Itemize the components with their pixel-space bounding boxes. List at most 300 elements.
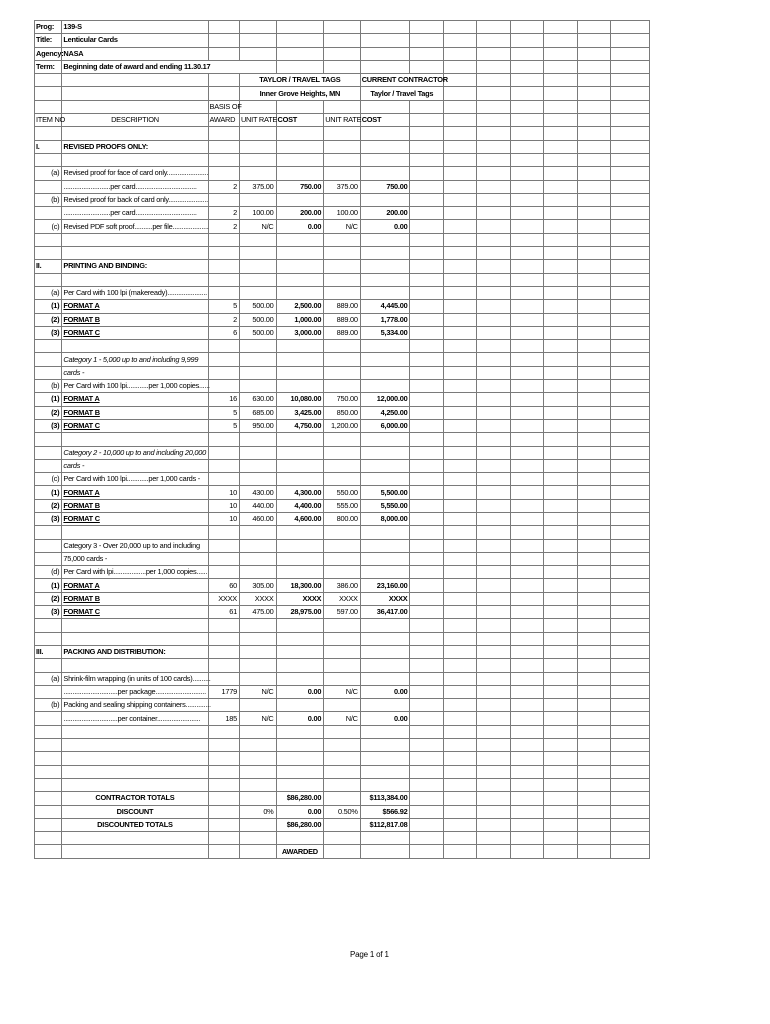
item-number [35, 765, 62, 778]
taylor-unit-rate [239, 193, 276, 206]
current-cost [360, 659, 410, 672]
item-number: (2) [35, 313, 62, 326]
description-header: DESCRIPTION [62, 114, 208, 127]
line-item-row [35, 579, 650, 592]
taylor-unit-rate: 475.00 [239, 606, 276, 619]
current-cost-total: $113,384.00 [360, 792, 410, 805]
item-number [35, 340, 62, 353]
item-description [62, 765, 208, 778]
current-cost: 0.00 [360, 220, 410, 233]
taylor-cost: 10,080.00 [276, 393, 324, 406]
line-item-row [35, 419, 650, 432]
basis-of-award [208, 552, 239, 565]
basis-of-award [208, 340, 239, 353]
blank-row [35, 659, 650, 672]
current-unit-rate [324, 765, 361, 778]
item-number [35, 752, 62, 765]
basis-of-award: 16 [208, 393, 239, 406]
basis-of-award: XXXX [208, 592, 239, 605]
basis-of-award [208, 765, 239, 778]
totals-row [35, 805, 650, 818]
bidder-taylor-location: Inner Grove Heights, MN [239, 87, 360, 100]
line-item-row [35, 539, 650, 552]
taylor-cost: 1,000.00 [276, 313, 324, 326]
current-unit-rate [324, 153, 361, 166]
basis-of-award [208, 725, 239, 738]
awarded-label: AWARDED [276, 845, 324, 858]
blank-row [35, 526, 650, 539]
line-item-row [35, 592, 650, 605]
item-description [62, 752, 208, 765]
current-unit-rate: 850.00 [324, 406, 361, 419]
taylor-unit-rate: 100.00 [239, 207, 276, 220]
item-description: ..............................per package............................ [62, 685, 208, 698]
current-unit-rate [324, 539, 361, 552]
current-cost [360, 566, 410, 579]
current-cost-header: COST [360, 114, 410, 127]
taylor-unit-rate: 375.00 [239, 180, 276, 193]
column-header-row [35, 114, 650, 127]
current-cost: 0.00 [360, 712, 410, 725]
basis-of-award: 60 [208, 579, 239, 592]
current-unit-rate-header: UNIT RATE [324, 114, 361, 127]
totals-label: DISCOUNT [62, 805, 208, 818]
taylor-unit-rate [239, 459, 276, 472]
current-unit-rate [324, 380, 361, 393]
item-number [35, 353, 62, 366]
current-unit-rate [324, 473, 361, 486]
item-description: Revised proof for back of card only...................... [62, 193, 208, 206]
item-description: FORMAT C [62, 419, 208, 432]
item-description: Revised proof for face of card only....................... [62, 167, 208, 180]
basis-of-award: 61 [208, 606, 239, 619]
blank-row [35, 765, 650, 778]
basis-of-award [208, 167, 239, 180]
item-description [62, 739, 208, 752]
current-unit-rate [324, 672, 361, 685]
item-description: REVISED PROOFS ONLY: [62, 140, 208, 153]
current-unit-rate: 1,200.00 [324, 419, 361, 432]
line-item-row [35, 446, 650, 459]
taylor-unit-rate [239, 446, 276, 459]
taylor-cost: 4,750.00 [276, 419, 324, 432]
taylor-cost: 750.00 [276, 180, 324, 193]
basis-of-award [208, 526, 239, 539]
taylor-unit-rate: 305.00 [239, 579, 276, 592]
item-description [62, 233, 208, 246]
taylor-cost [276, 247, 324, 260]
blank-row [35, 233, 650, 246]
item-description: FORMAT A [62, 393, 208, 406]
item-number: (b) [35, 699, 62, 712]
basis-of-award [208, 193, 239, 206]
item-number: (d) [35, 566, 62, 579]
current-cost [360, 286, 410, 299]
taylor-cost [276, 140, 324, 153]
totals-row [35, 818, 650, 831]
line-item-row [35, 406, 650, 419]
current-unit-rate: 100.00 [324, 207, 361, 220]
item-description: FORMAT C [62, 606, 208, 619]
basis-of-award: 5 [208, 419, 239, 432]
current-cost [360, 526, 410, 539]
item-description: FORMAT A [62, 579, 208, 592]
item-number: (1) [35, 486, 62, 499]
totals-label: DISCOUNTED TOTALS [62, 818, 208, 831]
basis-of-award: 6 [208, 326, 239, 339]
current-cost [360, 446, 410, 459]
item-number [35, 180, 62, 193]
current-cost [360, 167, 410, 180]
current-unit-rate [324, 659, 361, 672]
current-cost [360, 233, 410, 246]
taylor-rate-total [239, 818, 276, 831]
taylor-cost [276, 380, 324, 393]
item-number [35, 526, 62, 539]
current-cost: 0.00 [360, 685, 410, 698]
item-description: Packing and sealing shipping containers.............. [62, 699, 208, 712]
item-number [35, 632, 62, 645]
current-cost [360, 247, 410, 260]
current-cost [360, 539, 410, 552]
current-unit-rate [324, 446, 361, 459]
basis-of-award [208, 260, 239, 273]
current-unit-rate [324, 140, 361, 153]
basis-of-award [208, 153, 239, 166]
basis-of-award [208, 473, 239, 486]
current-cost [360, 273, 410, 286]
line-item-row [35, 499, 650, 512]
basis-of-award [208, 286, 239, 299]
taylor-unit-rate [239, 632, 276, 645]
line-item-row [35, 672, 650, 685]
item-description: FORMAT A [62, 300, 208, 313]
item-description: PRINTING AND BINDING: [62, 260, 208, 273]
basis-of-award: 10 [208, 512, 239, 525]
item-number [35, 207, 62, 220]
current-unit-rate [324, 286, 361, 299]
current-rate-total: 0.50% [324, 805, 361, 818]
line-item-row [35, 486, 650, 499]
taylor-cost: XXXX [276, 592, 324, 605]
taylor-cost [276, 433, 324, 446]
current-cost [360, 366, 410, 379]
blank-row [35, 752, 650, 765]
bidder-taylor-name: TAYLOR / TRAVEL TAGS [239, 74, 360, 87]
taylor-cost [276, 778, 324, 791]
current-unit-rate [324, 366, 361, 379]
current-cost [360, 459, 410, 472]
item-number: (1) [35, 393, 62, 406]
basis-of-award [208, 459, 239, 472]
taylor-rate-total: 0% [239, 805, 276, 818]
taylor-cost-total: 0.00 [276, 805, 324, 818]
header-row-title [35, 34, 650, 47]
item-description [62, 340, 208, 353]
line-item-row [35, 712, 650, 725]
item-description: PACKING AND DISTRIBUTION: [62, 645, 208, 658]
taylor-cost: 0.00 [276, 712, 324, 725]
line-item-row [35, 366, 650, 379]
taylor-unit-rate [239, 140, 276, 153]
taylor-cost [276, 459, 324, 472]
title-label: Title: [35, 34, 62, 47]
taylor-unit-rate: N/C [239, 220, 276, 233]
current-cost-total: $112,817.08 [360, 818, 410, 831]
basis-of-row [35, 100, 650, 113]
basis-of-award [208, 632, 239, 645]
basis-of-award [208, 672, 239, 685]
taylor-unit-rate [239, 353, 276, 366]
taylor-unit-rate [239, 473, 276, 486]
taylor-unit-rate [239, 725, 276, 738]
item-number: (3) [35, 512, 62, 525]
item-description [62, 273, 208, 286]
item-number [35, 619, 62, 632]
bidder-location-row [35, 87, 650, 100]
current-cost: XXXX [360, 592, 410, 605]
current-cost: 200.00 [360, 207, 410, 220]
item-number: (3) [35, 326, 62, 339]
item-description [62, 778, 208, 791]
item-number [35, 685, 62, 698]
current-unit-rate: N/C [324, 685, 361, 698]
item-number [35, 366, 62, 379]
item-description [62, 632, 208, 645]
current-cost [360, 433, 410, 446]
taylor-unit-rate: 460.00 [239, 512, 276, 525]
current-cost [360, 340, 410, 353]
taylor-unit-rate [239, 167, 276, 180]
item-description [62, 659, 208, 672]
line-item-row [35, 193, 650, 206]
taylor-cost [276, 619, 324, 632]
taylor-cost [276, 473, 324, 486]
current-cost [360, 353, 410, 366]
basis-of-award: 10 [208, 499, 239, 512]
current-cost: 6,000.00 [360, 419, 410, 432]
current-cost [360, 632, 410, 645]
current-cost: 1,778.00 [360, 313, 410, 326]
taylor-unit-rate [239, 340, 276, 353]
taylor-unit-rate [239, 566, 276, 579]
current-cost: 4,250.00 [360, 406, 410, 419]
basis-of-award: 2 [208, 207, 239, 220]
taylor-unit-rate [239, 739, 276, 752]
taylor-cost [276, 645, 324, 658]
basis-of-award [208, 273, 239, 286]
taylor-unit-rate: XXXX [239, 592, 276, 605]
basis-of-award [208, 446, 239, 459]
taylor-unit-rate [239, 752, 276, 765]
line-item-row [35, 167, 650, 180]
basis-of-award: 185 [208, 712, 239, 725]
current-cost [360, 765, 410, 778]
taylor-cost [276, 526, 324, 539]
current-cost [360, 140, 410, 153]
basis-of-award [208, 752, 239, 765]
current-cost [360, 672, 410, 685]
current-rate-total [324, 792, 361, 805]
line-item-row [35, 393, 650, 406]
current-unit-rate [324, 725, 361, 738]
current-cost: 5,334.00 [360, 326, 410, 339]
taylor-cost: 3,000.00 [276, 326, 324, 339]
taylor-unit-rate: 500.00 [239, 326, 276, 339]
line-item-row [35, 353, 650, 366]
current-cost [360, 645, 410, 658]
current-unit-rate: 550.00 [324, 486, 361, 499]
line-item-row [35, 326, 650, 339]
item-description [62, 433, 208, 446]
taylor-cost-header: COST [276, 114, 324, 127]
taylor-cost [276, 659, 324, 672]
item-number: (1) [35, 300, 62, 313]
taylor-cost [276, 765, 324, 778]
item-number: II. [35, 260, 62, 273]
current-unit-rate [324, 247, 361, 260]
section-row [35, 140, 650, 153]
awarded-row [35, 845, 650, 858]
taylor-unit-rate [239, 153, 276, 166]
page-number: Page 1 of 1 [350, 950, 389, 959]
current-unit-rate [324, 459, 361, 472]
item-number: (2) [35, 406, 62, 419]
item-description [62, 153, 208, 166]
basis-of-award [208, 566, 239, 579]
taylor-cost [276, 233, 324, 246]
taylor-cost: 200.00 [276, 207, 324, 220]
taylor-unit-rate [239, 672, 276, 685]
item-number [35, 433, 62, 446]
current-unit-rate: 889.00 [324, 313, 361, 326]
item-description: ..............................per container........................ [62, 712, 208, 725]
totals-row [35, 792, 650, 805]
basis-of-award [208, 739, 239, 752]
item-number [35, 446, 62, 459]
taylor-cost [276, 632, 324, 645]
item-description: Shrink-film wrapping (in units of 100 cards).......... [62, 672, 208, 685]
blank-row [35, 247, 650, 260]
blank-row [35, 739, 650, 752]
item-description: FORMAT C [62, 512, 208, 525]
taylor-unit-rate [239, 539, 276, 552]
item-number [35, 659, 62, 672]
header-row-agency [35, 47, 650, 60]
blank-row [35, 725, 650, 738]
taylor-unit-rate-header: UNIT RATE [239, 114, 276, 127]
taylor-cost: 0.00 [276, 220, 324, 233]
taylor-cost: 18,300.00 [276, 579, 324, 592]
current-cost [360, 739, 410, 752]
item-description: Category 2 - 10,000 up to and including 20,000 [62, 446, 208, 459]
item-description: FORMAT C [62, 326, 208, 339]
current-rate-total [324, 818, 361, 831]
basis-of-award [208, 645, 239, 658]
line-item-row [35, 286, 650, 299]
taylor-unit-rate: 430.00 [239, 486, 276, 499]
current-unit-rate: 555.00 [324, 499, 361, 512]
current-cost [360, 380, 410, 393]
bidder-current-location: Taylor / Travel Tags [360, 87, 443, 100]
item-number: (a) [35, 672, 62, 685]
line-item-row [35, 180, 650, 193]
item-number: (3) [35, 606, 62, 619]
award-header: AWARD [208, 114, 239, 127]
taylor-cost-total: $86,280.00 [276, 818, 324, 831]
current-unit-rate: 750.00 [324, 393, 361, 406]
item-description: Per Card with 100 lpi (makeready)...................... [62, 286, 208, 299]
item-number: (2) [35, 499, 62, 512]
taylor-cost [276, 725, 324, 738]
title-value: Lenticular Cards [62, 34, 208, 47]
line-item-row [35, 220, 650, 233]
basis-of-award [208, 539, 239, 552]
basis-of-award: 1779 [208, 685, 239, 698]
basis-of-award: 2 [208, 220, 239, 233]
item-number: (c) [35, 220, 62, 233]
item-description: Per Card with lpi..................per 1,000 copies...... [62, 566, 208, 579]
line-item-row [35, 566, 650, 579]
taylor-cost [276, 167, 324, 180]
taylor-cost [276, 446, 324, 459]
blank-row [35, 632, 650, 645]
bidder-current-name: CURRENT CONTRACTOR [360, 74, 443, 87]
item-no-header: ITEM NO [35, 114, 62, 127]
item-description: ..........................per card.................................. [62, 180, 208, 193]
current-cost [360, 153, 410, 166]
item-number [35, 778, 62, 791]
current-unit-rate: 889.00 [324, 300, 361, 313]
line-item-row [35, 473, 650, 486]
blank-row [35, 778, 650, 791]
taylor-unit-rate: 500.00 [239, 313, 276, 326]
basis-of-award: 10 [208, 486, 239, 499]
spacer-row [35, 127, 650, 140]
taylor-cost [276, 153, 324, 166]
basis-of-award [208, 380, 239, 393]
line-item-row [35, 300, 650, 313]
current-unit-rate [324, 353, 361, 366]
item-description: ..........................per card.................................. [62, 207, 208, 220]
item-description: FORMAT B [62, 406, 208, 419]
taylor-unit-rate [239, 619, 276, 632]
current-unit-rate [324, 193, 361, 206]
current-unit-rate [324, 632, 361, 645]
taylor-cost-total: $86,280.00 [276, 792, 324, 805]
basis-of-award: 2 [208, 313, 239, 326]
taylor-cost [276, 539, 324, 552]
taylor-unit-rate [239, 433, 276, 446]
basis-of-award [208, 778, 239, 791]
item-description: cards - [62, 366, 208, 379]
current-unit-rate: XXXX [324, 592, 361, 605]
current-unit-rate: N/C [324, 712, 361, 725]
item-description: FORMAT A [62, 486, 208, 499]
basis-of-award [208, 699, 239, 712]
taylor-cost [276, 672, 324, 685]
header-row-prog [35, 21, 650, 34]
taylor-cost [276, 340, 324, 353]
line-item-row [35, 552, 650, 565]
taylor-unit-rate: 440.00 [239, 499, 276, 512]
header-row-term [35, 60, 650, 73]
item-description: FORMAT B [62, 499, 208, 512]
line-item-row [35, 685, 650, 698]
item-number: (b) [35, 193, 62, 206]
current-cost: 5,550.00 [360, 499, 410, 512]
taylor-cost [276, 739, 324, 752]
